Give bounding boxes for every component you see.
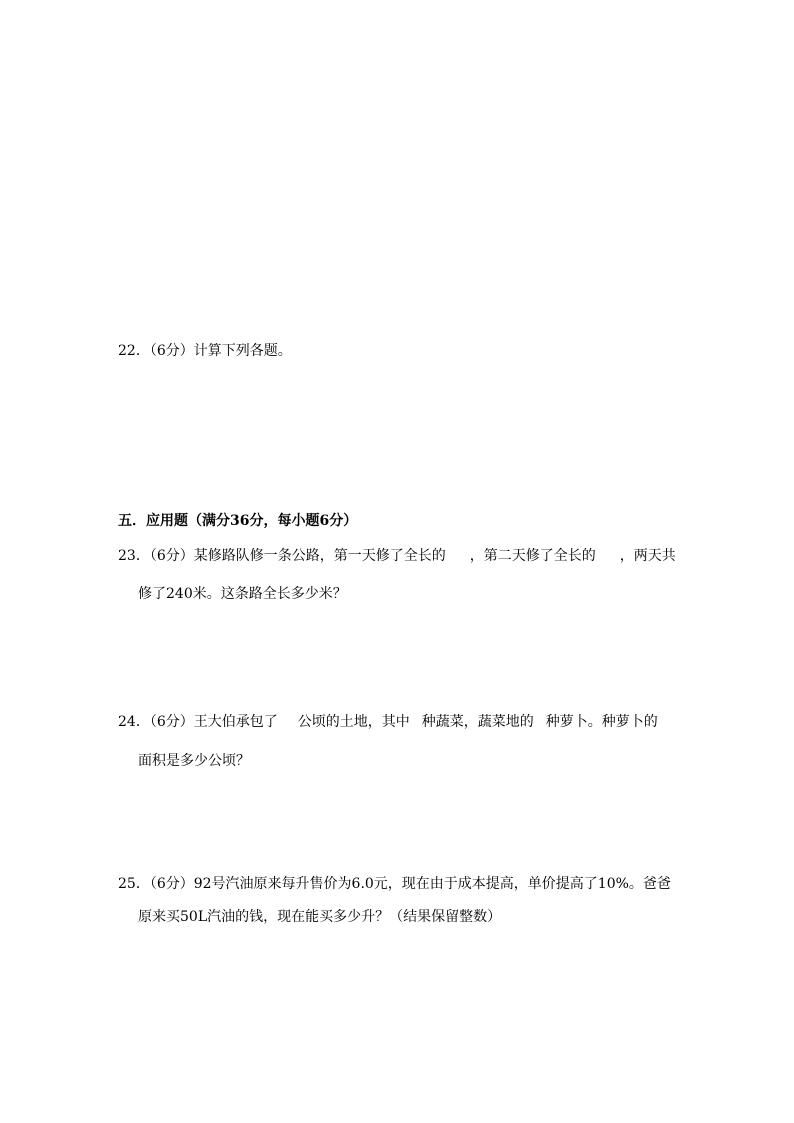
question-24-text-3: 种蔬菜，蔬菜地的 <box>421 714 534 730</box>
question-24-line-2: 面积是多少公顷？ <box>138 753 250 769</box>
question-24-line-1 <box>118 712 658 732</box>
question-23-text-1: 23．（6分）某修路队修一条公路，第一天修了全长的 <box>118 548 446 564</box>
section-5-heading: 五．应用题（满分36分，每小题6分） <box>118 513 358 529</box>
question-24-text-2: 公顷的土地，其中 <box>297 714 410 730</box>
question-23-line-2: 修了240米。这条路全长多少米？ <box>138 586 347 602</box>
question-23-line-1 <box>118 546 676 566</box>
question-24-text-4: 种萝卜。种萝卜的 <box>545 714 658 730</box>
question-23-text-3: ，两天共 <box>619 548 676 564</box>
question-25-line-1: 25．（6分）92号汽油原来每升售价为6.0元，现在由于成本提高，单价提高了10%。爸爸 <box>118 876 671 892</box>
question-24-text-1: 24．（6分）王大伯承包了 <box>118 714 278 730</box>
question-25-line-2: 原来买50L汽油的钱，现在能买多少升？（结果保留整数） <box>138 909 502 925</box>
question-23-text-2: ，第二天修了全长的 <box>469 548 596 564</box>
question-22: 22．（6分）计算下列各题。 <box>118 343 292 359</box>
